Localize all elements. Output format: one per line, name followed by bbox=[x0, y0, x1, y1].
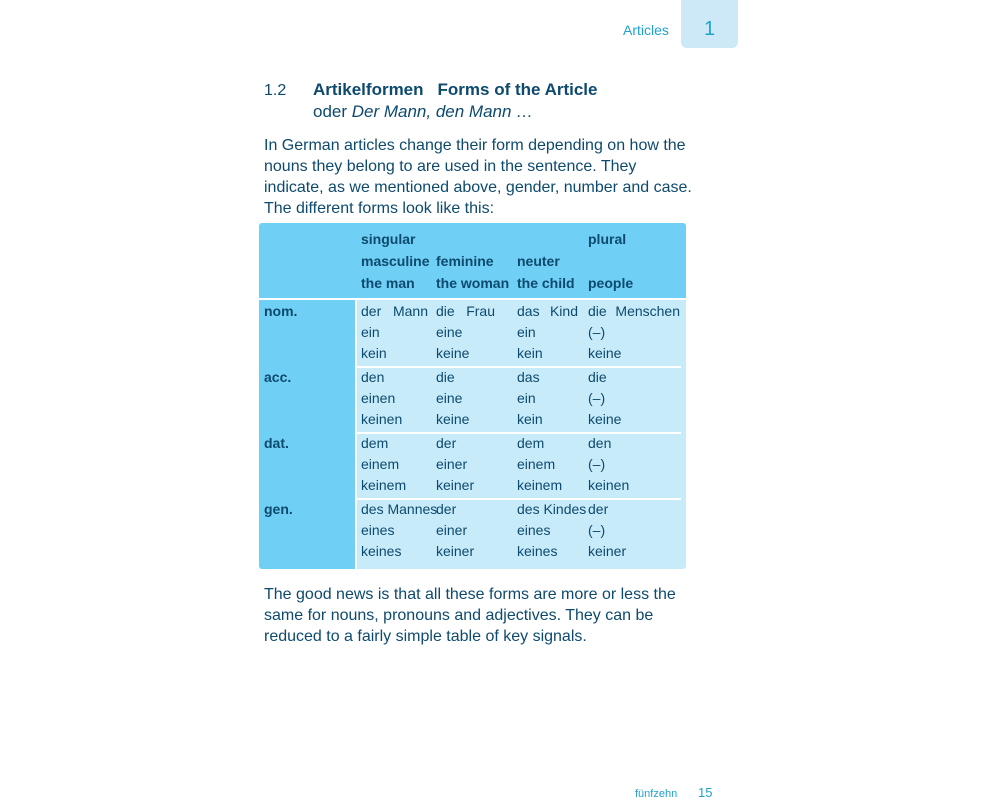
article-cell-word: kein bbox=[517, 411, 543, 427]
article-cell-word: keinen bbox=[361, 411, 403, 427]
article-cell-word: keiner bbox=[436, 477, 475, 493]
article-cell bbox=[588, 367, 607, 388]
article-cell bbox=[588, 343, 621, 364]
footer-page-number: 15 bbox=[698, 785, 713, 800]
section-subtitle bbox=[313, 102, 533, 122]
case-label: nom. bbox=[264, 303, 298, 319]
article-cell-word: keine bbox=[588, 411, 622, 427]
article-cell-word: der bbox=[588, 501, 609, 517]
article-cell bbox=[436, 454, 467, 475]
section-title-german: Artikelformen bbox=[313, 80, 424, 99]
header-example-plural: people bbox=[588, 275, 634, 291]
article-cell bbox=[436, 367, 455, 388]
article-cell-word: das bbox=[517, 369, 540, 385]
article-cell-word: keines bbox=[517, 543, 558, 559]
intro-paragraph: In German articles change their form depending on how the nouns they belong to are used in the sentence. They indicate, as we mentioned above, gender, number and case. The different forms look like this: bbox=[264, 137, 692, 217]
article-cell bbox=[436, 301, 495, 322]
article-cell bbox=[517, 520, 550, 541]
article-cell-word: der bbox=[361, 303, 382, 319]
article-cell-word: (–) bbox=[588, 324, 606, 340]
article-cell-word: den bbox=[361, 369, 385, 385]
header-example-neuter: the child bbox=[517, 275, 575, 291]
article-cell bbox=[361, 409, 402, 430]
article-cell bbox=[517, 322, 536, 343]
article-cell-word: einem bbox=[361, 456, 400, 472]
article-cell bbox=[436, 541, 474, 562]
article-cell-word: Mann bbox=[392, 303, 428, 319]
article-cell-word: keinem bbox=[517, 477, 563, 493]
article-cell-word: einer bbox=[436, 456, 468, 472]
article-cell-word: Frau bbox=[466, 303, 495, 319]
article-cell bbox=[361, 541, 401, 562]
article-cell bbox=[588, 520, 605, 541]
article-cell bbox=[517, 409, 543, 430]
article-cell bbox=[517, 301, 578, 322]
header-example-feminine: the woman bbox=[436, 275, 510, 291]
header-masculine: masculine bbox=[361, 253, 430, 269]
article-cell-word: Menschen bbox=[615, 303, 680, 319]
closing-paragraph: The good news is that all these forms are more or less the same for nouns, pronouns and adjectives. They can be reduced to a fairly simple table of key signals. bbox=[264, 586, 676, 645]
article-cell-word: keine bbox=[436, 411, 470, 427]
article-cell bbox=[517, 343, 543, 364]
footer-page-word: fünfzehn bbox=[635, 788, 678, 800]
article-cell bbox=[436, 388, 462, 409]
article-cell-word: den bbox=[588, 435, 612, 451]
article-cell-word: dem bbox=[361, 435, 389, 451]
article-cell-word: einen bbox=[361, 390, 396, 406]
article-cell-word: ein bbox=[517, 324, 536, 340]
article-cell bbox=[436, 475, 474, 496]
article-cell bbox=[588, 322, 605, 343]
article-cell-word: keiner bbox=[588, 543, 627, 559]
article-cell bbox=[588, 454, 605, 475]
case-label: dat. bbox=[264, 435, 289, 451]
article-cell-word: eines bbox=[361, 522, 395, 538]
article-cell-word: eine bbox=[436, 390, 463, 406]
chapter-tab: 1 bbox=[681, 0, 738, 48]
article-cell-word: des Kindes bbox=[517, 501, 587, 517]
article-cell bbox=[517, 367, 540, 388]
article-cell-word: Kind bbox=[549, 303, 578, 319]
article-cell-word: die bbox=[588, 369, 607, 385]
article-cell bbox=[517, 475, 562, 496]
article-cell bbox=[361, 475, 406, 496]
article-cell bbox=[517, 388, 536, 409]
article-cell-word: keine bbox=[588, 345, 622, 361]
article-cell bbox=[588, 541, 626, 562]
article-cell-word: der bbox=[436, 435, 457, 451]
section-title-english: Forms of the Article bbox=[437, 80, 598, 99]
header-feminine: feminine bbox=[436, 253, 494, 269]
section-title bbox=[313, 80, 597, 100]
article-cell bbox=[361, 343, 387, 364]
article-cell-word: die bbox=[436, 369, 455, 385]
article-cell-word: eine bbox=[436, 324, 463, 340]
header-neuter: neuter bbox=[517, 253, 560, 269]
article-cell-word: die bbox=[436, 303, 455, 319]
article-cell bbox=[517, 433, 544, 454]
article-cell bbox=[361, 322, 380, 343]
article-cell bbox=[436, 499, 456, 520]
article-cell-word: einer bbox=[436, 522, 468, 538]
article-cell-word: dem bbox=[517, 435, 545, 451]
article-cell-word: (–) bbox=[588, 390, 606, 406]
article-cell bbox=[588, 475, 629, 496]
article-cell-word: eines bbox=[517, 522, 551, 538]
article-cell-word: ein bbox=[361, 324, 380, 340]
article-cell-word: keiner bbox=[436, 543, 475, 559]
article-cell-word: des Mannes bbox=[361, 501, 438, 517]
article-cell bbox=[436, 520, 467, 541]
running-header-title: Articles bbox=[623, 22, 669, 38]
article-cell bbox=[361, 367, 384, 388]
article-cell-word: (–) bbox=[588, 456, 606, 472]
article-cell bbox=[436, 409, 469, 430]
article-cell bbox=[436, 433, 456, 454]
header-plural: plural bbox=[588, 231, 627, 247]
article-cell-word: kein bbox=[361, 345, 387, 361]
article-cell-word: keine bbox=[436, 345, 470, 361]
article-cell bbox=[588, 301, 680, 322]
article-cell-word: keinen bbox=[588, 477, 630, 493]
article-cell-word: ein bbox=[517, 390, 536, 406]
article-cell bbox=[517, 499, 586, 520]
article-cell bbox=[361, 433, 388, 454]
subtitle-example: Der Mann, den Mann … bbox=[351, 102, 534, 121]
article-cell bbox=[361, 520, 394, 541]
article-cell-word: keinem bbox=[361, 477, 407, 493]
header-example-masculine: the man bbox=[361, 275, 415, 291]
article-cell bbox=[517, 541, 557, 562]
case-label: gen. bbox=[264, 501, 293, 517]
article-forms-table bbox=[259, 223, 686, 569]
article-cell bbox=[588, 409, 621, 430]
header-singular: singular bbox=[361, 231, 416, 247]
article-cell bbox=[588, 433, 611, 454]
article-cell bbox=[588, 499, 608, 520]
article-cell-word: kein bbox=[517, 345, 543, 361]
article-cell bbox=[517, 454, 555, 475]
section-number: 1.2 bbox=[264, 82, 287, 99]
article-cell-word: (–) bbox=[588, 522, 606, 538]
article-cell bbox=[588, 388, 605, 409]
subtitle-prefix: oder bbox=[313, 102, 352, 121]
article-cell-word: einem bbox=[517, 456, 556, 472]
article-cell-word: der bbox=[436, 501, 457, 517]
article-cell-word: das bbox=[517, 303, 540, 319]
article-cell bbox=[361, 499, 437, 520]
article-cell-word: die bbox=[588, 303, 607, 319]
article-cell bbox=[361, 301, 428, 322]
case-label: acc. bbox=[264, 369, 292, 385]
article-cell bbox=[436, 343, 469, 364]
article-cell-word: keines bbox=[361, 543, 402, 559]
article-cell bbox=[361, 388, 395, 409]
article-cell bbox=[436, 322, 462, 343]
article-cell bbox=[361, 454, 399, 475]
